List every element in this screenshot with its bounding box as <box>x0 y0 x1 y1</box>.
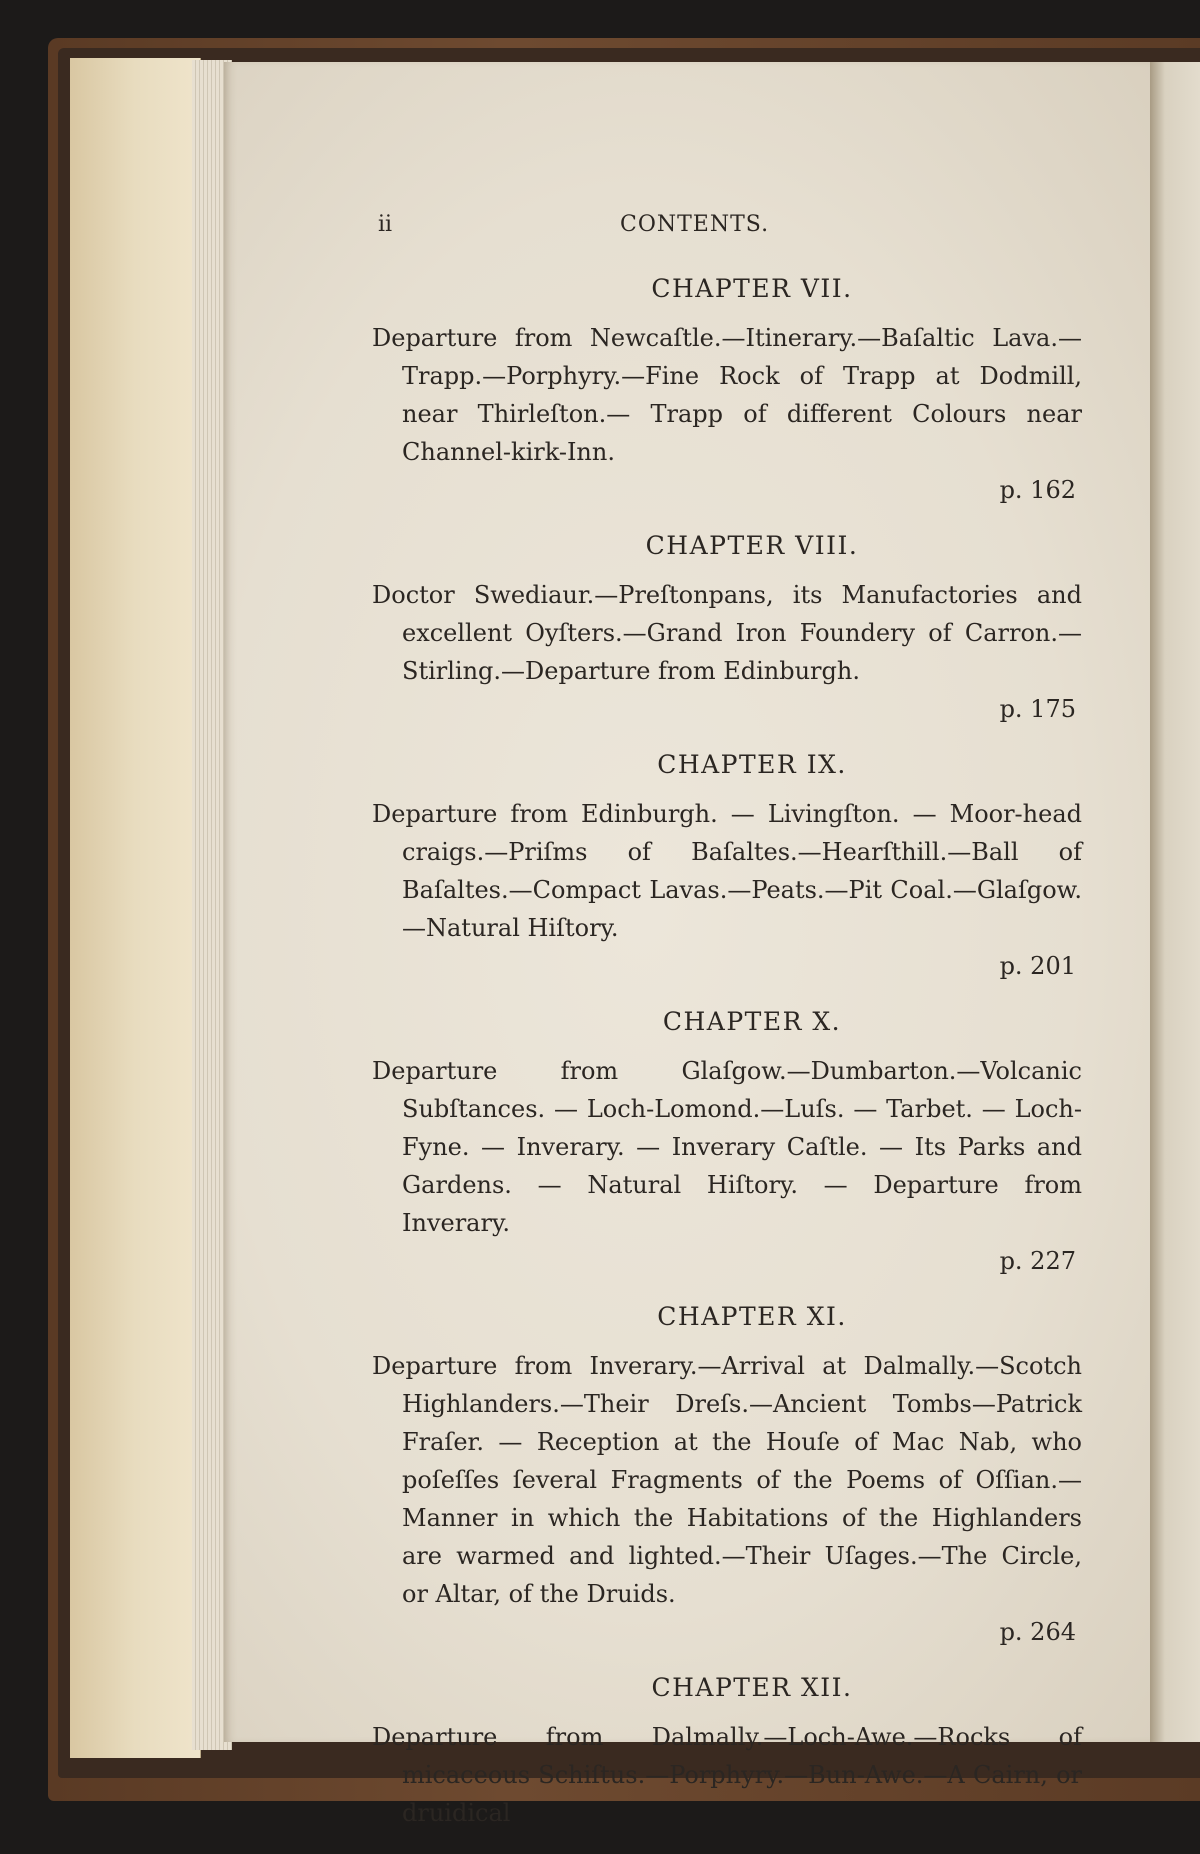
chapter-heading: CHAPTER VIII. <box>645 531 859 560</box>
running-head <box>372 206 1072 240</box>
chapter-heading: CHAPTER IX. <box>657 750 847 779</box>
facing-page-edge <box>1150 62 1200 1742</box>
running-title: CONTENTS. <box>620 212 770 237</box>
chapter-summary-text: Departure from Dalmally.—Loch-Awe.—Rocks of micaceous Schiſtus.—Porphyry.—Bun-Awe.—A Cairn, or druidical <box>372 1723 1082 1827</box>
chapter-summary <box>372 1347 1082 1651</box>
chapter-heading: CHAPTER VII. <box>651 274 853 303</box>
chapter-summary-text: Doctor Swediaur.—Preſtonpans, its Manufactories and excellent Oyſters.—Grand Iron Foundery of Carron.—Stirling.—Departure from Edinburgh. <box>372 581 1082 685</box>
chapter-page-ref: p. 175 <box>999 695 1076 723</box>
chapter-page-ref: p. 201 <box>999 952 1076 980</box>
chapter-entry <box>372 1673 1082 1832</box>
chapter-page-ref: p. 162 <box>999 476 1076 504</box>
chapter-page-ref: p. 264 <box>999 1618 1076 1646</box>
chapter-summary-text: Departure from Edinburgh. — Livingſton. — Moor-head craigs.—Priſms of Baſaltes.—Hearſthill.—Ball of Baſaltes.—Compact Lavas.—Peats.—Pit Coal.—Glaſgow.—Natural Hiſtory. <box>372 800 1082 942</box>
chapter-page-ref: p. 227 <box>999 1247 1076 1275</box>
chapter-heading: CHAPTER XII. <box>651 1673 853 1702</box>
chapter-entry <box>372 531 1082 728</box>
chapter-entry <box>372 274 1082 509</box>
chapter-summary <box>372 319 1082 509</box>
chapter-summary-text: Departure from Inverary.—Arrival at Dalmally.—Scotch Highlanders.—Their Dreſs.—Ancient Tombs—Patrick Fraſer. — Reception at the Houſe of Mac Nab, who poſeſſes ſeveral Fragments of the Poems of Oſſian.—Manner in which the Habitations of the Highlanders are warmed and lighted.—Their Uſages.—The Circle, or Altar, of the Druids. <box>372 1352 1082 1608</box>
chapter-summary <box>372 795 1082 985</box>
chapter-summary <box>372 1052 1082 1280</box>
chapter-summary-text: Departure from Newcaſtle.—Itinerary.—Baſaltic Lava.—Trapp.—Porphyry.—Fine Rock of Trapp at Dodmill, near Thirleſton.— Trapp of different Colours near Channel-kirk-Inn. <box>372 324 1082 466</box>
page-number: ii <box>378 212 393 237</box>
chapter-summary-text: Departure from Glaſgow.—Dumbarton.—Volcanic Subſtances. — Loch-Lomond.—Luſs. — Tarbet. — Loch-Fyne. — Inverary. — Inverary Caſtle. — Its Parks and Gardens. — Natural Hiſtory. — Departure from Inverary. <box>372 1057 1082 1237</box>
chapter-entry <box>372 1302 1082 1651</box>
chapter-heading: CHAPTER X. <box>662 1007 842 1036</box>
chapter-entry <box>372 1007 1082 1280</box>
chapter-summary <box>372 1718 1082 1832</box>
chapter-summary <box>372 576 1082 728</box>
chapter-heading: CHAPTER XI. <box>657 1302 847 1331</box>
endleaf <box>70 58 201 1758</box>
chapter-entry <box>372 750 1082 985</box>
contents-text-block <box>372 206 1082 1854</box>
